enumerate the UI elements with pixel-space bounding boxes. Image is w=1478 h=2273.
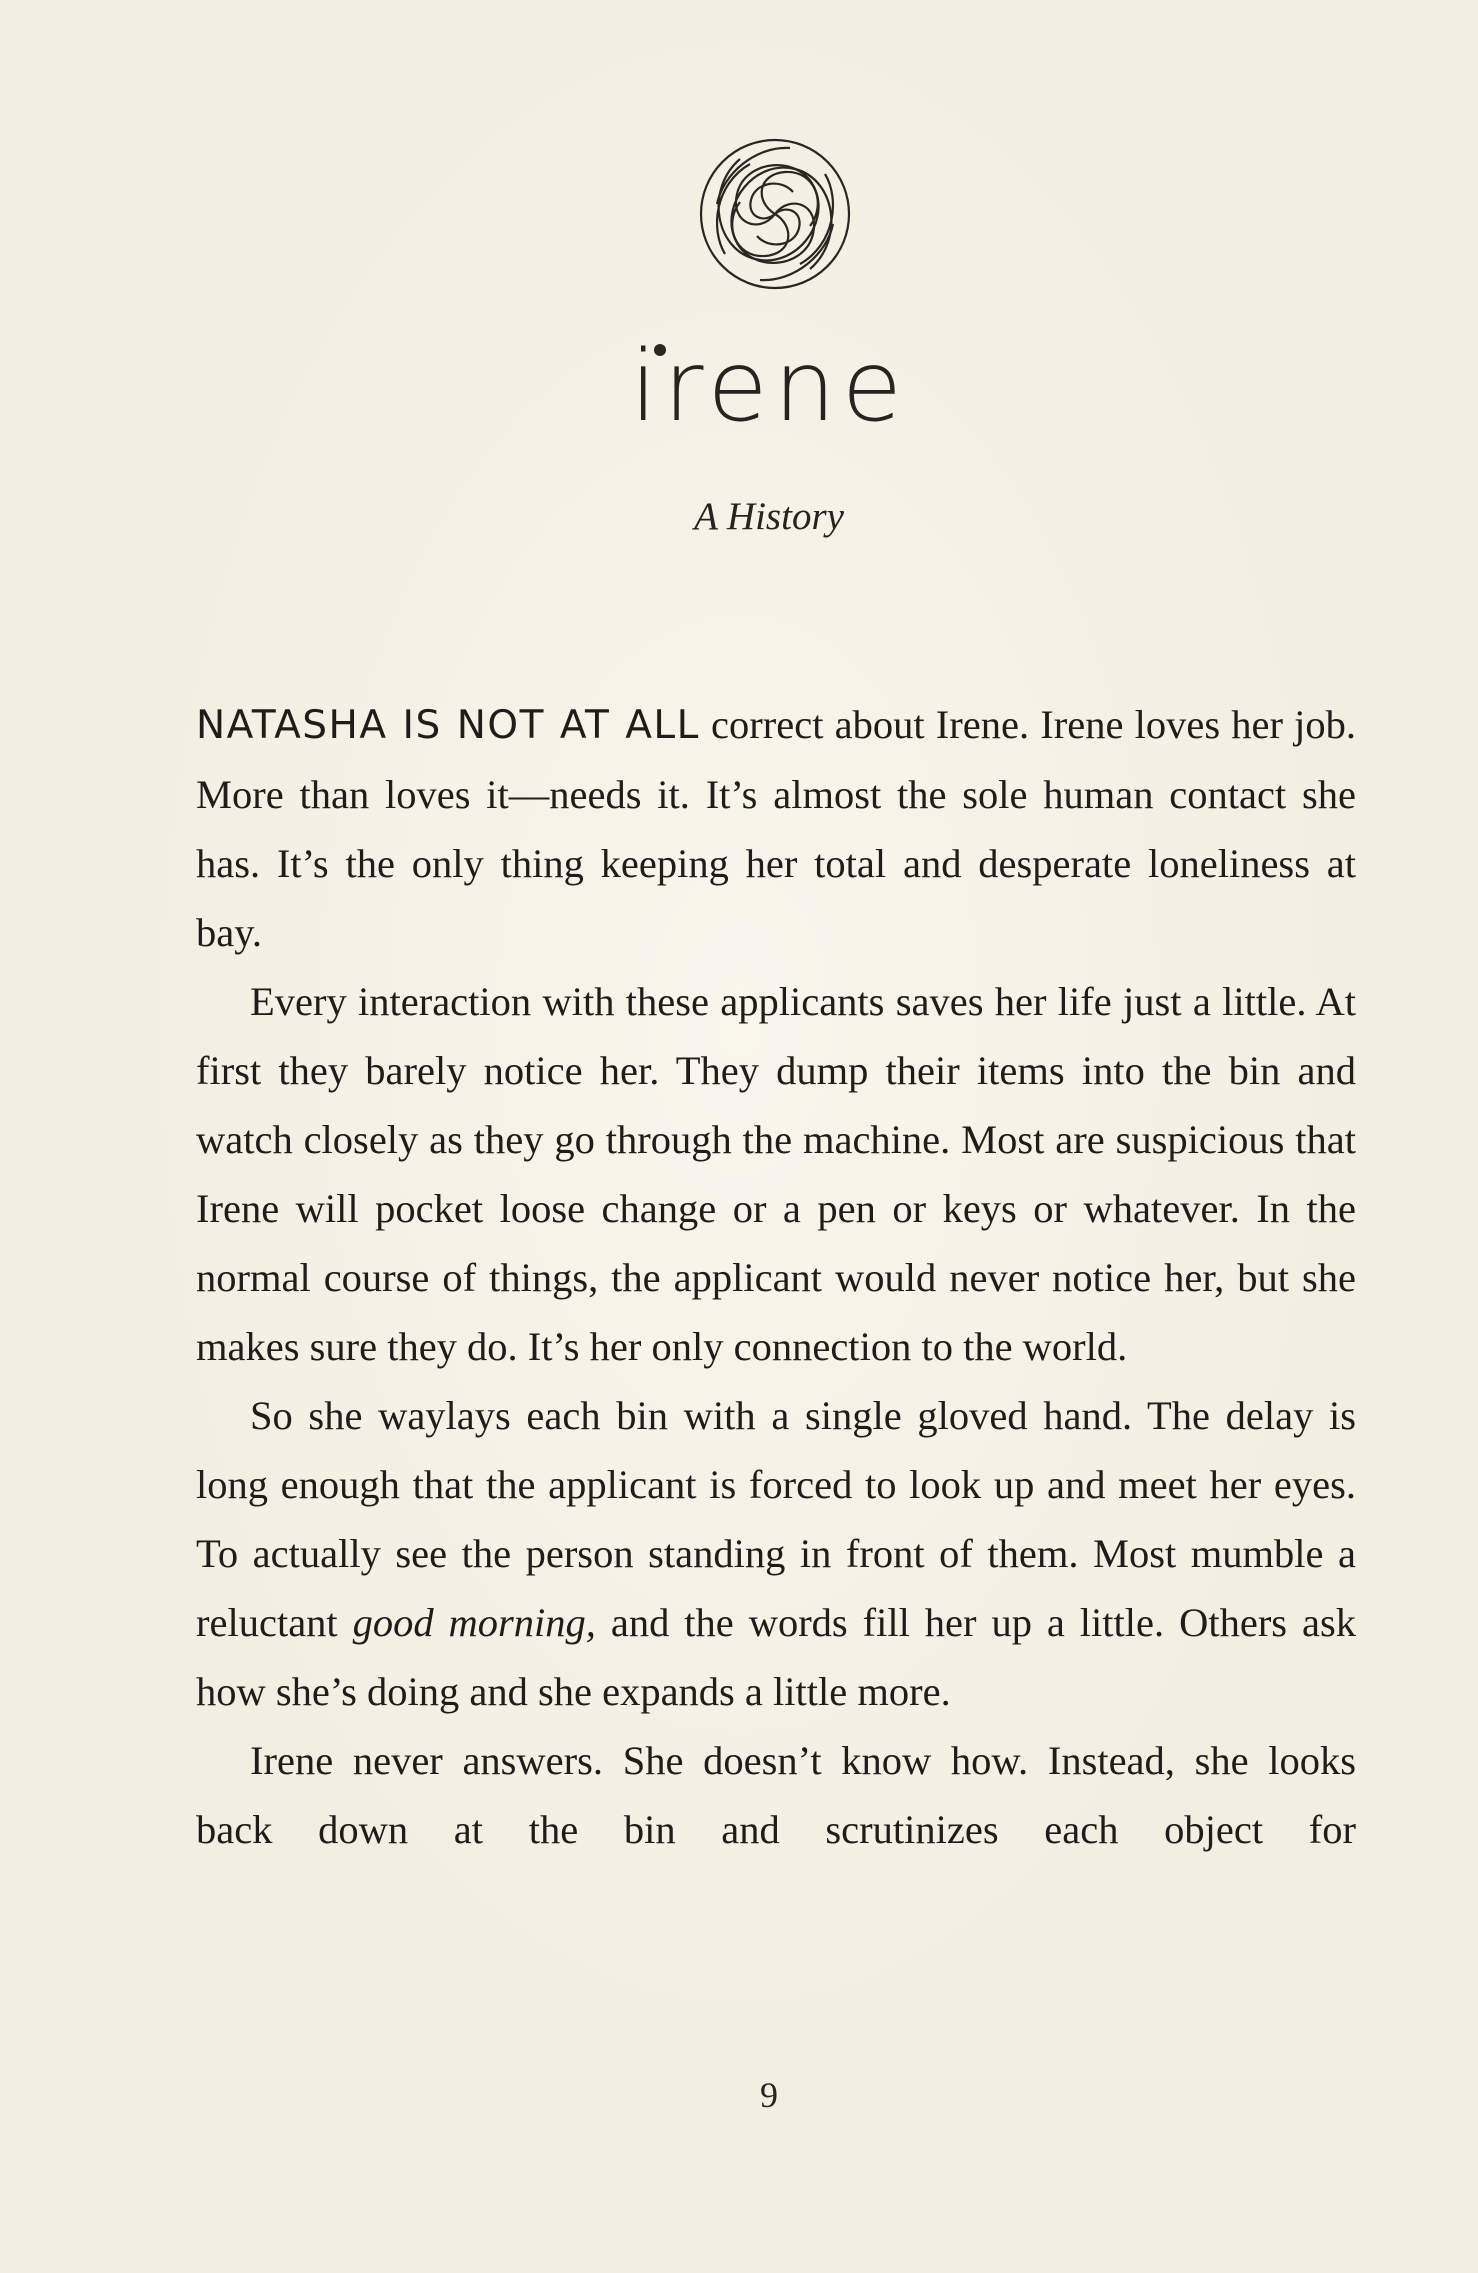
- paragraph-3-after: and the words fill her up a little. Others ask how she’s doing and she expands a little more.: [196, 1600, 1356, 1714]
- paragraph-3-emphasis: good morning,: [352, 1600, 596, 1645]
- spiral-ornament-icon: [695, 134, 855, 294]
- chapter-title: irene: [629, 330, 909, 444]
- chapter-subtitle: A History: [694, 495, 844, 538]
- paragraph-3: [196, 1381, 1356, 1726]
- opening-lead-in: NATASHA IS NOT AT ALL: [196, 703, 700, 748]
- chapter-body: [196, 690, 1356, 1864]
- page-number: 9: [760, 2075, 778, 2115]
- paragraph-1: [196, 690, 1356, 967]
- paragraph-2: Every interaction with these applicants saves her life just a little. At first they barely notice her. They dump their items into the bin and watch closely as they go through the machine. Most are suspicious that Irene will pocket loose change or a pen or keys or whatever. In the normal course of things, the applicant would never notice her, but she makes sure they do. It’s her only connection to the world.: [196, 979, 1356, 1369]
- paragraph-4: Irene never answers. She doesn’t know how. Instead, she looks back down at the bin and scrutinizes each object for: [196, 1738, 1356, 1852]
- paragraph-3-before: So she waylays each bin with a single gloved hand. The delay is long enough that the applicant is forced to look up and meet her eyes. To actually see the person standing in front of them. Most mumble a reluctant: [196, 1393, 1356, 1645]
- paragraph-1-text: correct about Irene. Irene loves her job. More than loves it—needs it. It’s almost the sole human contact she has. It’s the only thing keeping her total and desperate loneliness at bay.: [196, 702, 1356, 955]
